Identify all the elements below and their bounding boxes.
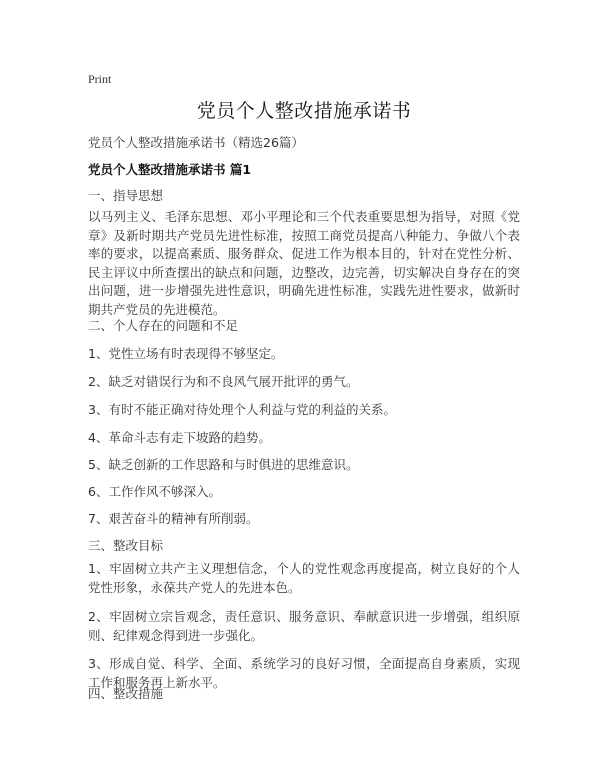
document-subtitle: 党员个人整改措施承诺书（精选26篇）: [88, 135, 304, 150]
problem-item: 2、缺乏对错误行为和不良风气展开批评的勇气。: [88, 374, 359, 389]
goal-item: 1、牢固树立共产主义理想信念，个人的党性观念再度提高，树立良好的个人党性形象，永葆共产党人的先进本色。: [88, 561, 520, 595]
goal-item: 2、牢固树立宗旨观念，责任意识、服务意识、奉献意识进一步增强，组织原则、纪律观念得到进一步强化。: [88, 609, 520, 643]
print-label[interactable]: Print: [88, 72, 112, 86]
problem-item: 5、缺乏创新的工作思路和与时俱进的思维意识。: [88, 457, 359, 472]
goal-item: 3、形成自觉、科学、全面、系统学习的良好习惯，全面提高自身素质，实现工作和服务再上新水平。: [88, 656, 520, 690]
guiding-thought-paragraph: 以马列主义、毛泽东思想、邓小平理论和三个代表重要思想为指导，对照《党章》及新时期共产党员先进性标准，按照工商党员提高八种能力、争做八个表率的要求，以提高素质、服务群众、促进工作为根本目的，针对在党性分析、民主评议中所查摆出的缺点和问题，边整改，边完善，切实解决自身存在的突出问题，进一步增强先进性意识，明确先进性标准，实践先进性要求，做新时期共产党员的先进模范。: [88, 209, 520, 317]
page-title: 党员个人整改措施承诺书: [196, 100, 412, 122]
problem-item: 3、有时不能正确对待处理个人利益与党的利益的关系。: [88, 402, 396, 417]
section-heading-measures: 四、整改措施: [88, 686, 164, 701]
problem-item: 7、艰苦奋斗的精神有所削弱。: [88, 511, 259, 526]
section-heading-problems: 二、个人存在的问题和不足: [88, 318, 239, 333]
article-heading: 党员个人整改措施承诺书 篇1: [88, 162, 252, 177]
section-heading-guiding-thought: 一、指导思想: [88, 188, 164, 203]
problem-item: 6、工作作风不够深入。: [88, 484, 221, 499]
problem-item: 1、党性立场有时表现得不够坚定。: [88, 346, 284, 361]
problem-item: 4、革命斗志有走下坡路的趋势。: [88, 430, 271, 445]
section-heading-goals: 三、整改目标: [88, 538, 164, 553]
